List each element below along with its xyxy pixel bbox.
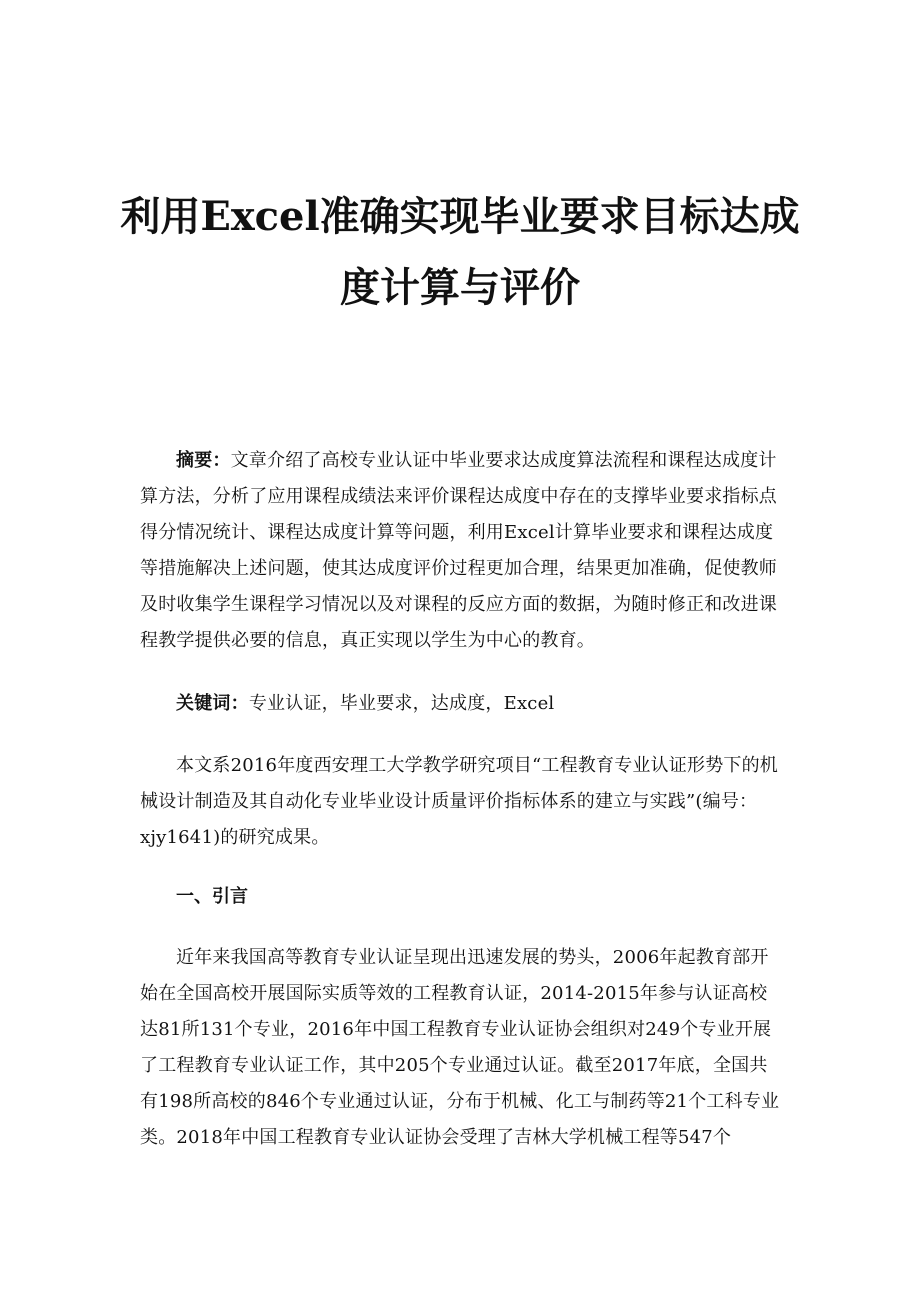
paper-title-line-2: 度计算与评价 — [340, 264, 580, 311]
abstract-label: 摘要： — [176, 450, 231, 471]
abstract-text: 文章介绍了高校专业认证中毕业要求达成度算法流程和课程达成度计算方法，分析了应用课程成绩法来评价课程达成度中存在的支撑毕业要求指标点得分情况统计、课程达成度计算等问题，利用Excel计算毕业要求和课程达成度等措施解决上述问题，使其达成度评价过程更加合理，结果更加准确，促使教师及时收集学生课程学习情况以及对课程的反应方面的数据，为随时修正和改进课程教学提供必要的信息，真正实现以学生为中心的教育。 — [140, 450, 777, 651]
section-heading-introduction: 一、引言 — [176, 886, 248, 907]
introduction-paragraph: 近年来我国高等教育专业认证呈现出迅速发展的势头，2006年起教育部开始在全国高校开展国际实质等效的工程教育认证，2014-2015年参与认证高校达81所131个专业，2016年中国工程教育专业认证协会组织对249个专业开展了工程教育专业认证工作，其中205个专业通过认证。截至2017年底，全国共有198所高校的846个专业通过认证，分布于机械、化工与制药等21个工科专业类。2018年中国工程教育专业认证协会受理了吉林大学机械工程等547个 — [140, 947, 780, 1148]
keywords-text: 专业认证，毕业要求，达成度，Excel — [248, 693, 555, 714]
keywords-paragraph — [140, 686, 780, 722]
keywords-label: 关键词： — [176, 693, 249, 714]
fund-note: 本文系2016年度西安理工大学教学研究项目“工程教育专业认证形势下的机械设计制造及其自动化专业毕业设计质量评价指标体系的建立与实践”(编号：xjy1641)的研究成果。 — [140, 755, 779, 848]
abstract-paragraph — [140, 443, 780, 659]
paper-title-line-1: 利用Excel准确实现毕业要求目标达成 — [120, 193, 800, 240]
